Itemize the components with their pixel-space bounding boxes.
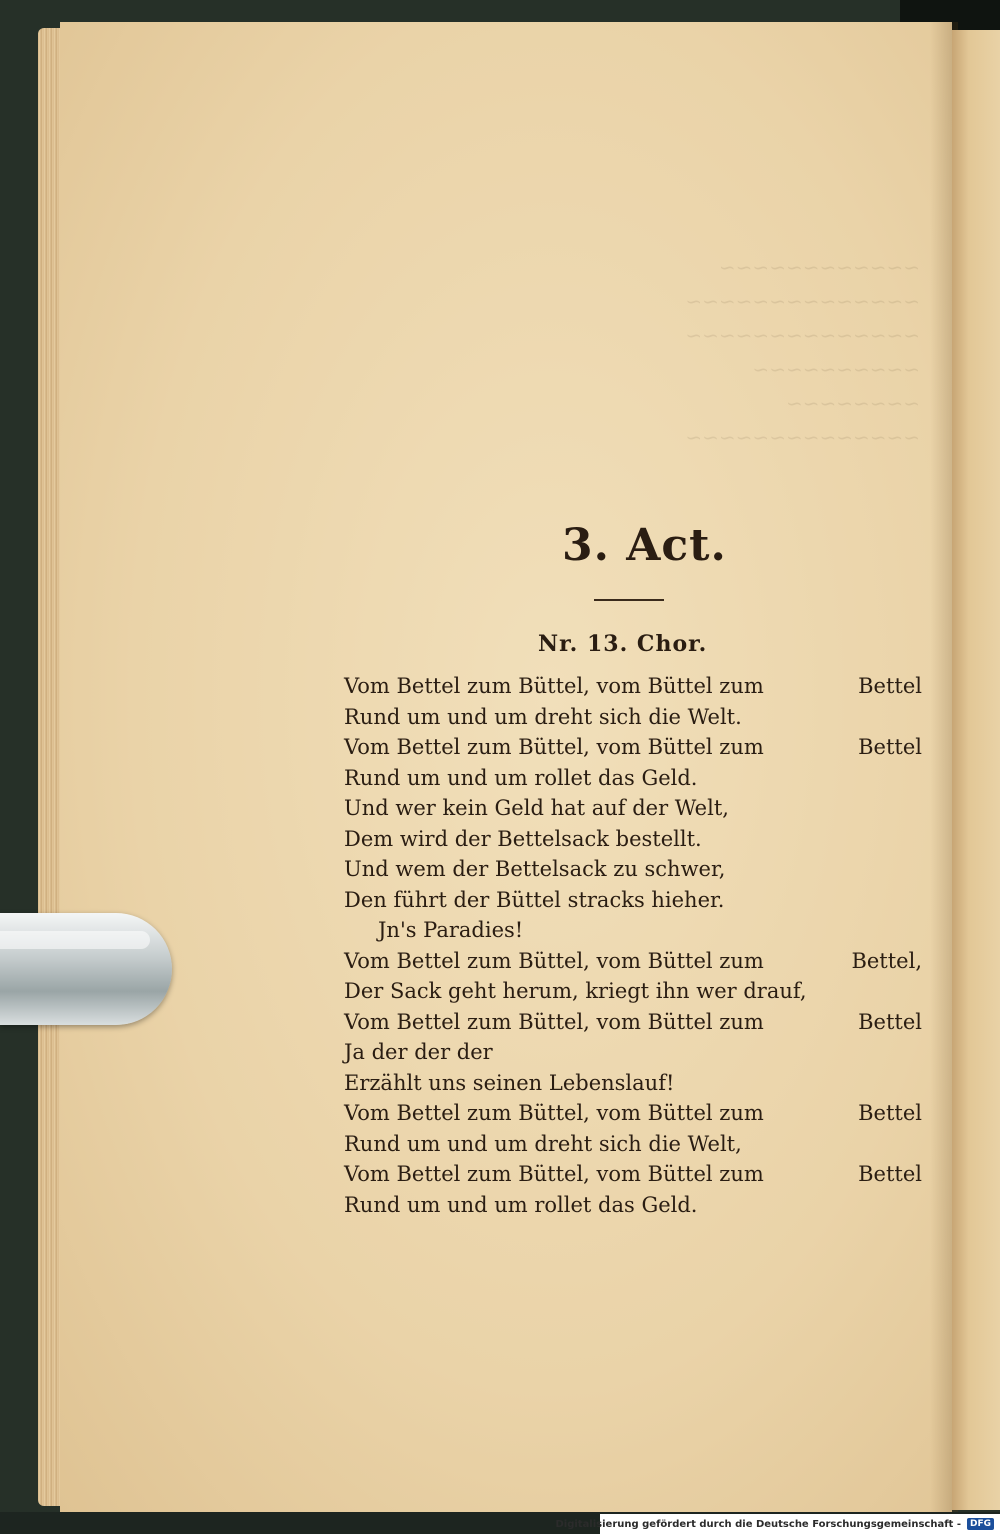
verse-line-text: Vom Bettel zum Büttel, vom Büttel zum xyxy=(344,735,764,759)
chorus-text xyxy=(344,520,944,1220)
verse-line-end-word: Bettel xyxy=(858,1162,922,1186)
verse-line xyxy=(344,732,922,763)
verse-line-text: Rund um und um dreht sich die Welt. xyxy=(344,704,742,729)
dfg-logo: DFG xyxy=(967,1518,994,1530)
verse-line xyxy=(344,885,944,916)
verse-line-end-word: Bettel xyxy=(858,735,922,759)
verse-line-text: Dem wird der Bettelsack bestellt. xyxy=(344,826,702,851)
verse-line-end-word: Bettel xyxy=(858,1101,922,1125)
verse-line-end-word: Bettel xyxy=(858,674,922,698)
verse-line-text: Vom Bettel zum Büttel, vom Büttel zum xyxy=(344,1009,764,1034)
verse-line xyxy=(344,1129,944,1160)
verse-line-text: Vom Bettel zum Büttel, vom Büttel zum xyxy=(344,1101,764,1125)
verse-line-text: Rund um und um dreht sich die Welt, xyxy=(344,1131,742,1156)
act-title: 3. Act. xyxy=(562,520,727,571)
verse-line-text: Vom Bettel zum Büttel, vom Büttel zum xyxy=(344,948,764,973)
verse-line xyxy=(344,1098,922,1129)
verse-line xyxy=(344,1068,944,1099)
verse-line-text: Den führt der Büttel stracks hieher. xyxy=(344,887,725,912)
verse-line xyxy=(344,1007,922,1038)
divider-rule xyxy=(594,599,664,601)
verse-line xyxy=(344,763,944,794)
verse-line xyxy=(344,824,944,855)
verse-line xyxy=(344,793,944,824)
verse-line-end-word: Bettel, xyxy=(851,948,922,973)
verse-line xyxy=(344,1190,944,1221)
verse-line-text: Der Sack geht herum, kriegt ihn wer drauf, xyxy=(344,979,807,1003)
verse-line-text: Vom Bettel zum Büttel, vom Büttel zum xyxy=(344,1162,764,1186)
verse-line-end-word: Bettel xyxy=(858,1009,922,1034)
bleed-through-text: ~~~~~~~~~~~~ ~~~~~~~~~~~~~~ ~~~~~~~~~~~~~~ ~~~~~~~~~~ ~~~~~~~~ ~~~~~~~~~~~~~~ xyxy=(685,255,920,449)
verse-line xyxy=(344,946,922,977)
verse-line-text: Erzählt uns seinen Lebenslauf! xyxy=(344,1070,675,1095)
digitization-footer xyxy=(555,1514,1000,1534)
verse-line xyxy=(344,1159,922,1190)
verse-line-text: Jn's Paradies! xyxy=(378,918,524,942)
number-heading: Nr. 13. Chor. xyxy=(538,631,708,657)
verse-line-text: Und wer kein Geld hat auf der Welt, xyxy=(344,796,729,820)
funding-notice: Digitalisierung gefördert durch die Deutsche Forschungsgemeinschaft - xyxy=(555,1518,961,1530)
verse-line-text: Vom Bettel zum Büttel, vom Büttel zum xyxy=(344,674,764,698)
verse-line xyxy=(344,854,944,885)
verse-line xyxy=(344,671,922,702)
verse-line xyxy=(344,1037,944,1068)
verse-line xyxy=(344,702,944,733)
verse-line xyxy=(344,915,944,946)
verse-line-text: Rund um und um rollet das Geld. xyxy=(344,1192,698,1217)
page-clip xyxy=(0,913,172,1025)
verse-line xyxy=(344,976,944,1007)
verse-lines xyxy=(344,671,944,1220)
verse-line-text: Rund um und um rollet das Geld. xyxy=(344,765,698,790)
verse-line-text: Ja der der der xyxy=(344,1040,493,1064)
verse-line-text: Und wem der Bettelsack zu schwer, xyxy=(344,857,726,881)
facing-page-edge xyxy=(952,30,1000,1510)
